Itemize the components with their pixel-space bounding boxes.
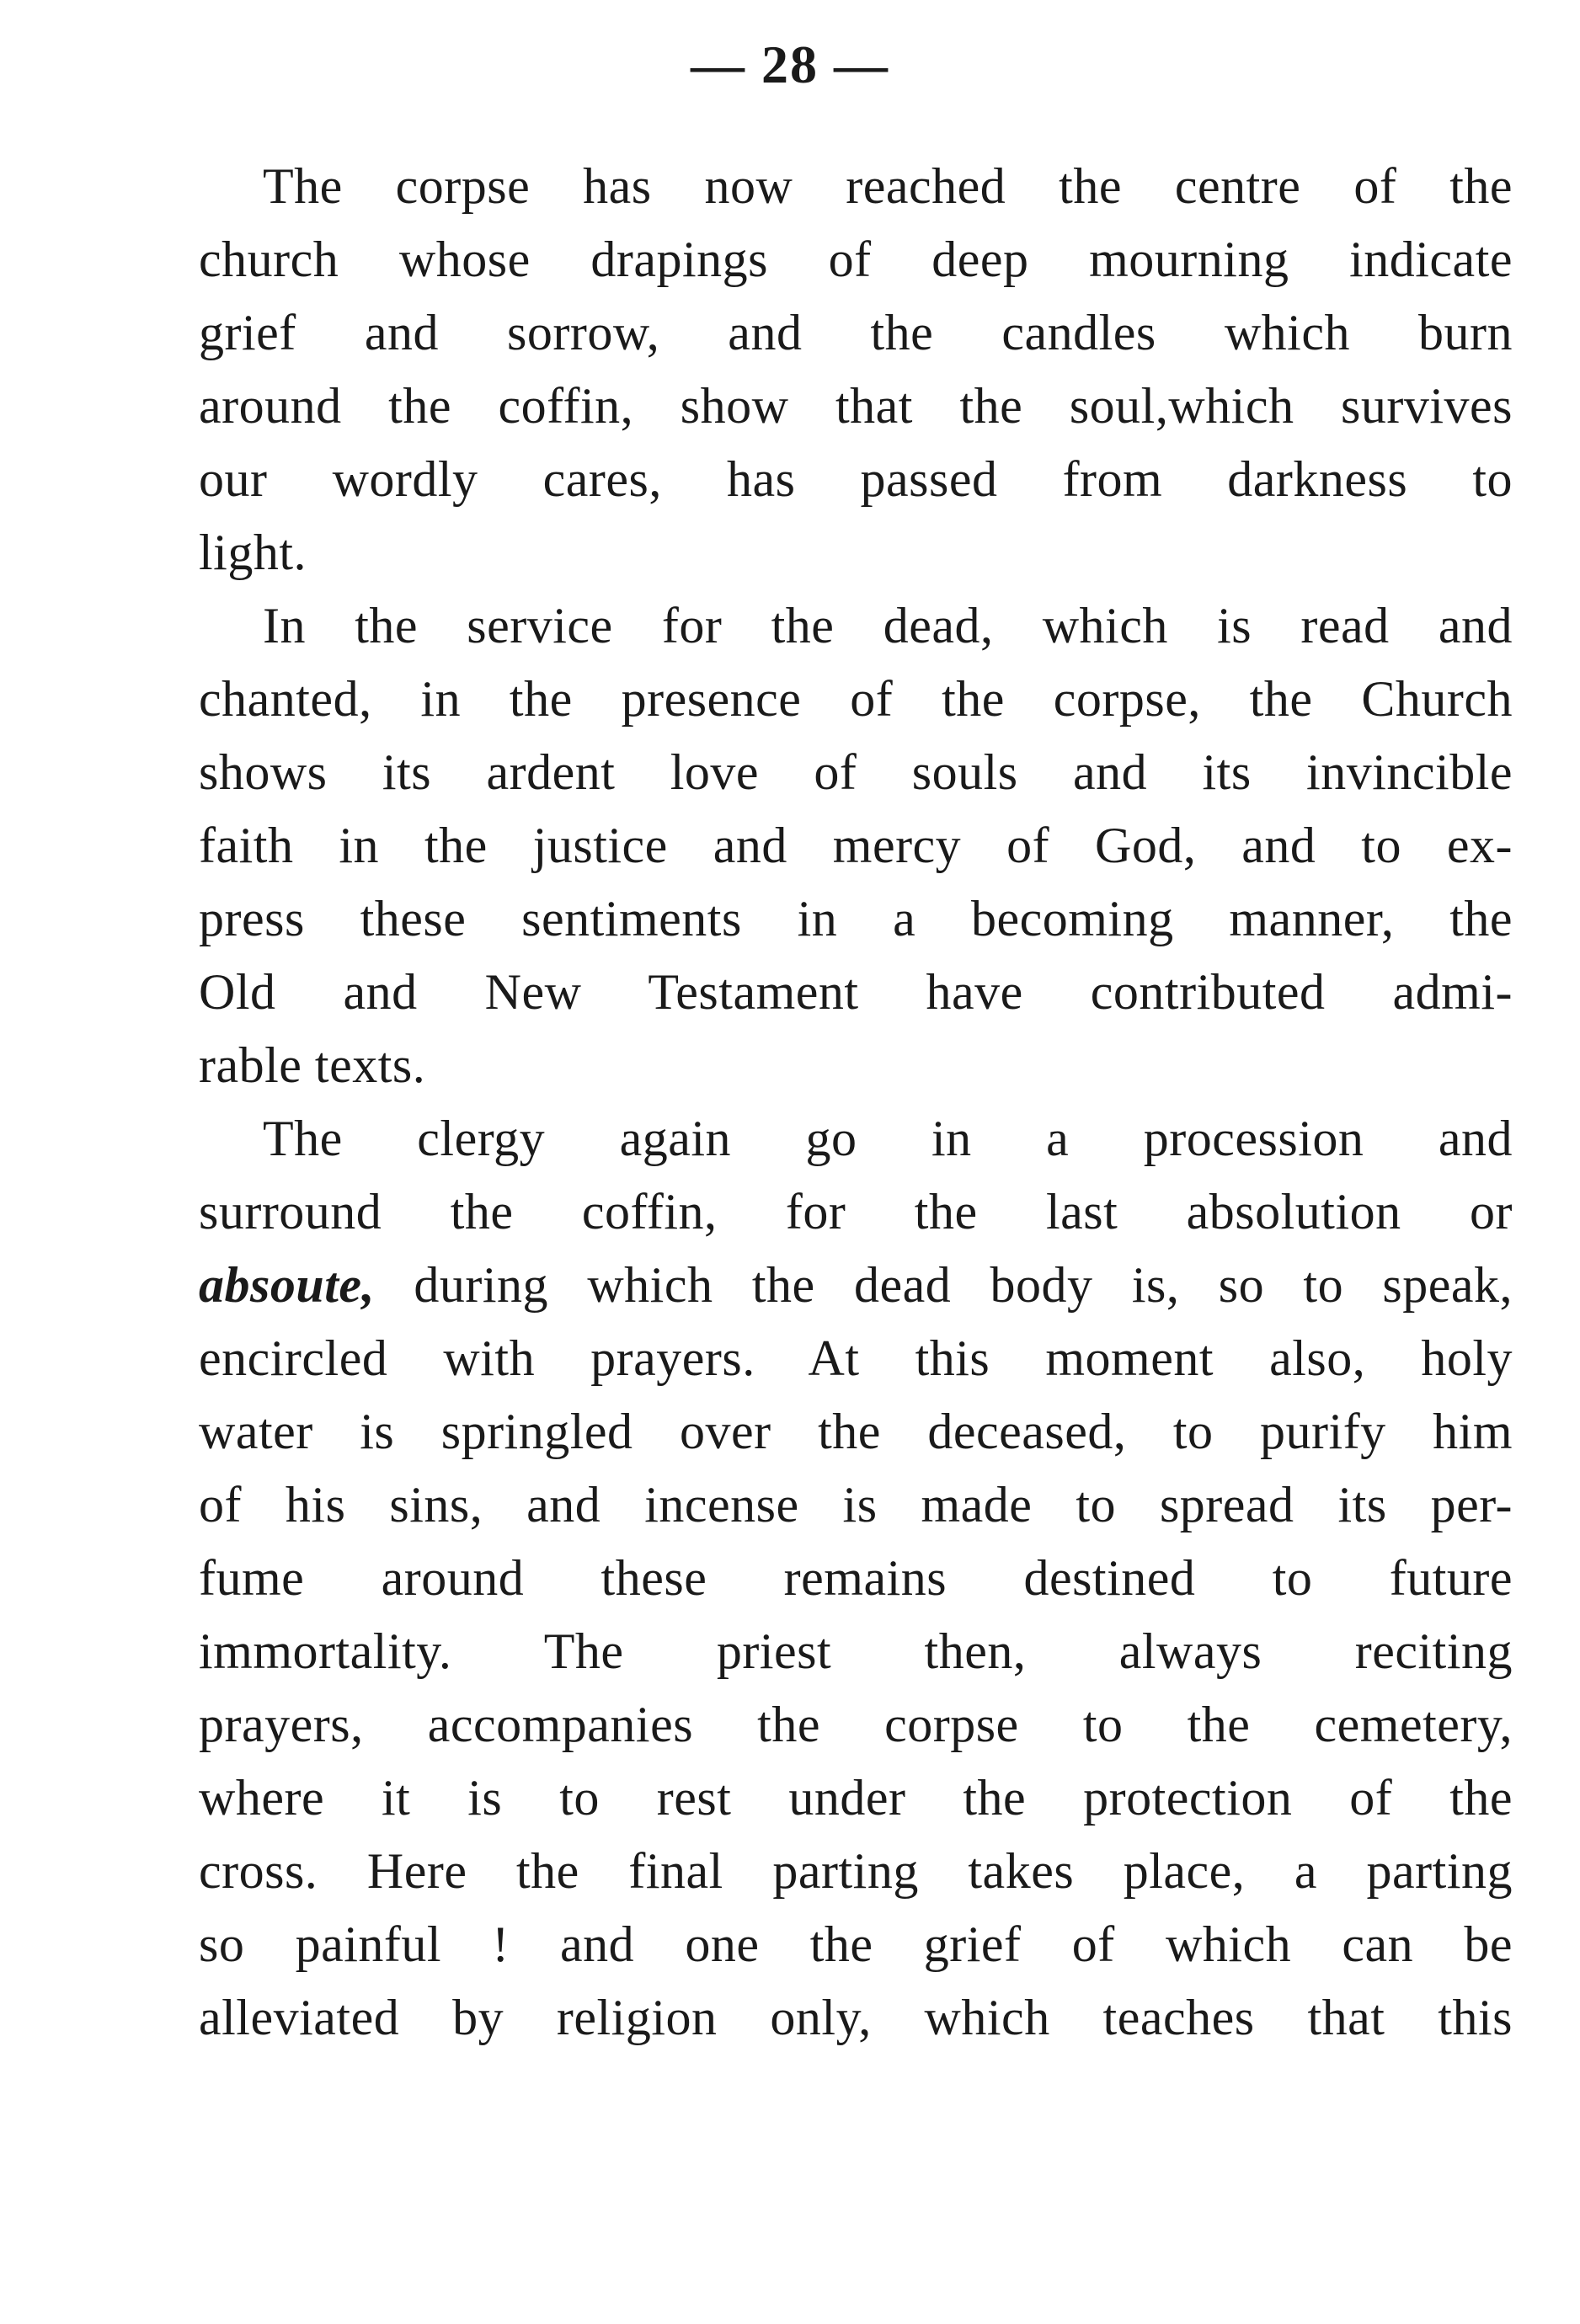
text-line: faith in the justice and mercy of God, and to ex- — [199, 818, 1513, 873]
text-line-with-italic — [199, 1249, 1513, 1322]
text-line: alleviated by religion only, which teaches that this — [199, 1990, 1513, 2045]
text-line: In the service for the dead, which is read and — [263, 598, 1513, 653]
italic-term: absoute, — [199, 1257, 376, 1313]
text-line: Old and New Testament have contributed admi- — [199, 964, 1513, 1020]
text-line: cross. Here the final parting takes place, a parting — [199, 1843, 1513, 1899]
text-line: rable texts. — [199, 1037, 426, 1093]
text-line: water is springled over the deceased, to purify him — [199, 1404, 1513, 1459]
text-line: grief and sorrow, and the candles which burn — [199, 305, 1513, 360]
paragraph-2 — [199, 589, 1513, 1102]
paragraph-3 — [199, 1102, 1513, 2055]
text-line: so painful ! and one the grief of which can be — [199, 1916, 1513, 1972]
text-line: light. — [199, 525, 307, 580]
text-line: immortality. The priest then, always reciting — [199, 1623, 1513, 1679]
text-line: The clergy again go in a procession and — [263, 1111, 1513, 1166]
text-line: shows its ardent love of souls and its invincible — [199, 744, 1513, 800]
text-line: surround the coffin, for the last absolution or — [199, 1184, 1513, 1239]
text-line: fume around these remains destined to future — [199, 1550, 1513, 1606]
text-body — [199, 150, 1513, 2055]
text-line: our wordly cares, has passed from darkness to — [199, 451, 1513, 507]
text-line: prayers, accompanies the corpse to the cemetery, — [199, 1697, 1513, 1752]
page-number: — 28 — — [691, 35, 889, 94]
text-line: church whose drapings of deep mourning indicate — [199, 232, 1513, 287]
paragraph-1 — [199, 150, 1513, 589]
text-line: where it is to rest under the protection of the — [199, 1770, 1513, 1826]
text-line-rest: during which the dead body is, so to speak, — [414, 1257, 1513, 1313]
text-line: around the coffin, show that the soul,which survives — [199, 378, 1513, 434]
text-line: encircled with prayers. At this moment also, holy — [199, 1330, 1513, 1386]
text-line: chanted, in the presence of the corpse, the Church — [199, 671, 1513, 727]
text-line: press these sentiments in a becoming manner, the — [199, 891, 1513, 946]
text-line: The corpse has now reached the centre of the — [263, 158, 1513, 214]
text-line: of his sins, and incense is made to spread its per- — [199, 1477, 1513, 1532]
